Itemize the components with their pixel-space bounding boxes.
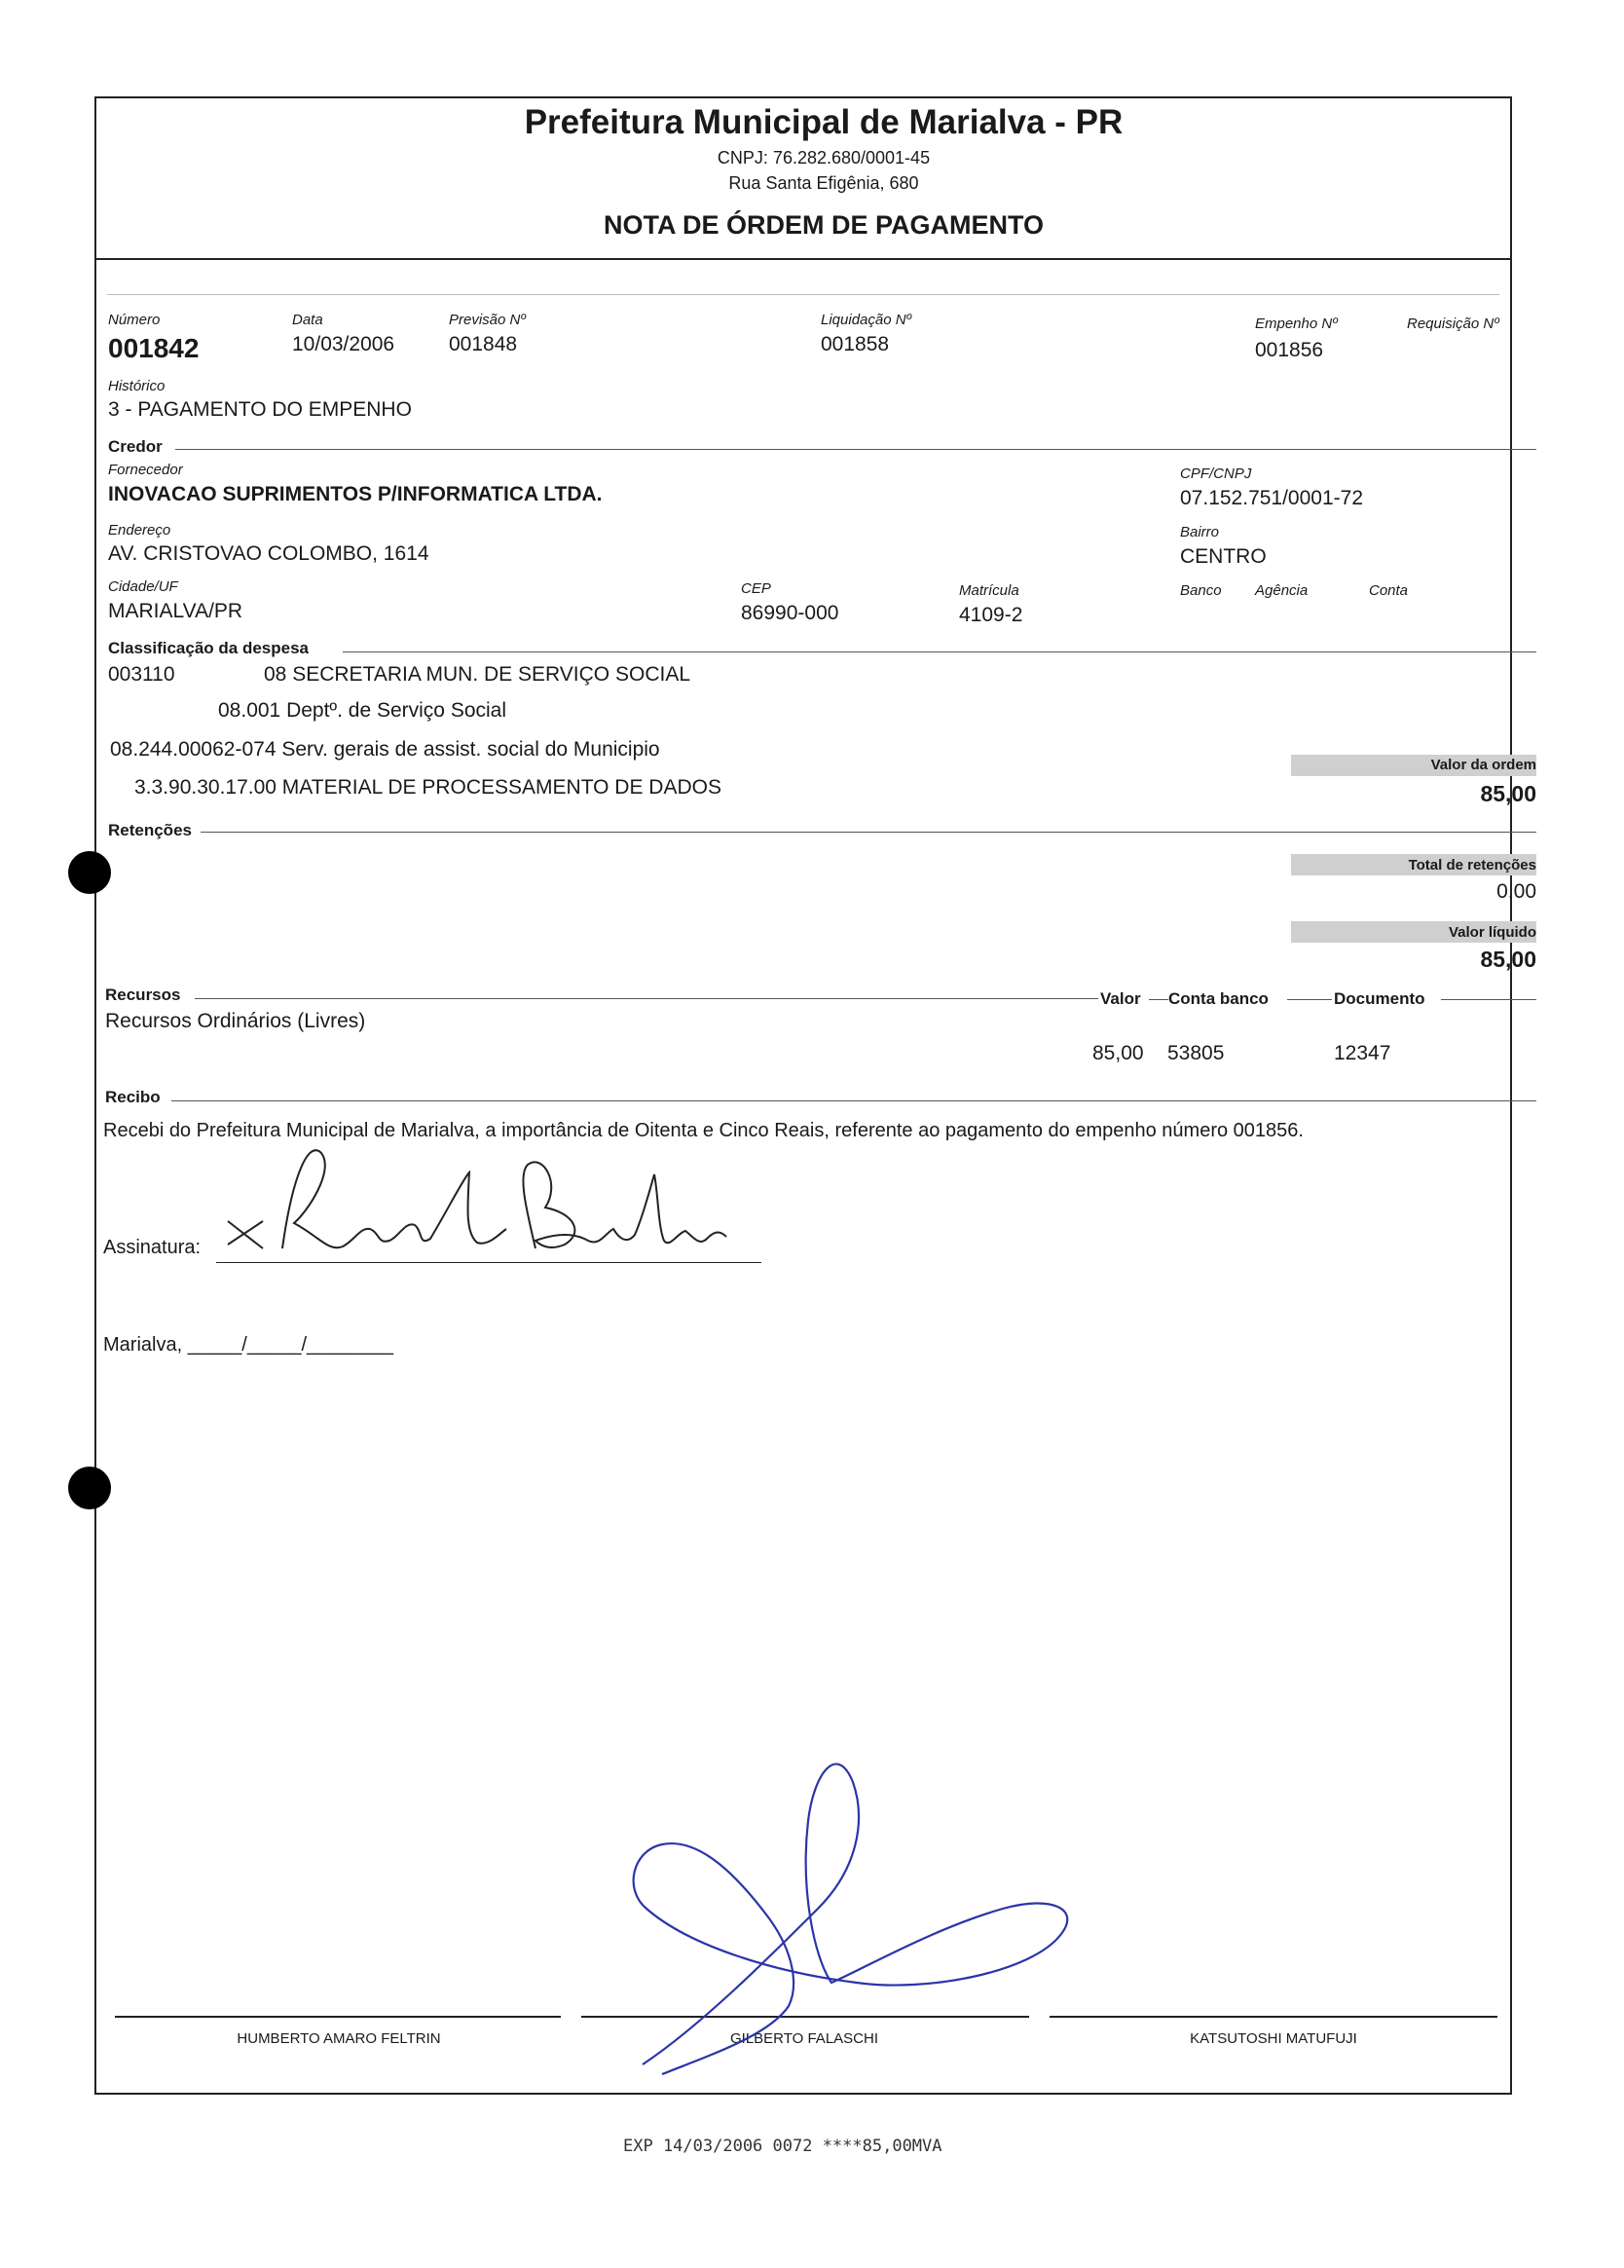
departamento-line: 08.001 Deptº. de Serviço Social (218, 699, 507, 722)
retencoes-rule (201, 832, 1536, 833)
matricula-label: Matrícula (959, 582, 1019, 599)
classificacao-section-title: Classificação da despesa (108, 639, 310, 657)
historico-label: Histórico (108, 378, 166, 394)
previsao-value: 001848 (449, 333, 518, 355)
marialva-date-line: Marialva, _____/_____/________ (103, 1334, 394, 1356)
empenho-value: 001856 (1255, 339, 1324, 361)
ids-top-rule (107, 294, 1499, 295)
endereco-value: AV. CRISTOVAO COLOMBO, 1614 (108, 542, 429, 565)
authentication-stamp: EXP 14/03/2006 0072 ****85,00MVA (623, 2137, 942, 2156)
signatory-name-3: KATSUTOSHI MATUFUJI (1190, 2030, 1357, 2047)
punch-hole-bottom (68, 1467, 111, 1509)
cnpj-line: CNPJ: 76.282.680/0001-45 (717, 148, 931, 167)
total-retencoes-label: Total de retenções (1408, 857, 1536, 874)
data-value: 10/03/2006 (292, 333, 395, 355)
recursos-rule-2 (1149, 999, 1168, 1000)
empenho-label: Empenho Nº (1255, 316, 1338, 332)
programa-line: 08.244.00062-074 Serv. gerais de assist. social do Municipio (110, 738, 660, 761)
fornecedor-label: Fornecedor (108, 462, 183, 478)
recursos-rule-4 (1441, 999, 1536, 1000)
numero-value: 001842 (108, 333, 200, 363)
recursos-valor: 85,00 (1092, 1042, 1144, 1064)
dotacao-code: 003110 (108, 663, 175, 686)
credor-section-title: Credor (108, 437, 163, 456)
cep-value: 86990-000 (741, 602, 839, 624)
cidade-value: MARIALVA/PR (108, 600, 243, 622)
secretaria-line: 08 SECRETARIA MUN. DE SERVIÇO SOCIAL (264, 663, 691, 686)
credor-rule (175, 449, 1536, 450)
recibo-rule (171, 1100, 1536, 1101)
assinatura-label: Assinatura: (103, 1237, 202, 1258)
signatory-name-2: GILBERTO FALASCHI (730, 2030, 878, 2047)
recursos-documento-label: Documento (1334, 989, 1425, 1008)
recibo-text: Recebi do Prefeitura Municipal de Marialva, a importância de Oitenta e Cinco Reais, referente ao pagamento do empenho número 001856. (103, 1120, 1304, 1141)
recursos-conta-label: Conta banco (1168, 989, 1269, 1008)
data-label: Data (292, 312, 323, 328)
banco-label: Banco (1180, 582, 1222, 599)
previsao-label: Previsão Nº (449, 312, 526, 328)
requisicao-label: Requisição Nº (1407, 316, 1499, 332)
historico-value: 3 - PAGAMENTO DO EMPENHO (108, 398, 412, 421)
municipality-title: Prefeitura Municipal de Marialva - PR (524, 103, 1124, 141)
endereco-label: Endereço (108, 522, 171, 539)
liquidacao-value: 001858 (821, 333, 890, 355)
signatory-name-1: HUMBERTO AMARO FELTRIN (237, 2030, 441, 2047)
classificacao-rule (343, 651, 1536, 652)
retencoes-section-title: Retenções (108, 821, 192, 839)
bairro-label: Bairro (1180, 524, 1220, 540)
numero-label: Número (108, 312, 161, 328)
signatory-line-1 (115, 2016, 561, 2018)
matricula-value: 4109-2 (959, 604, 1023, 626)
cpf-label: CPF/CNPJ (1180, 465, 1252, 482)
fornecedor-value: INOVACAO SUPRIMENTOS P/INFORMATICA LTDA. (108, 483, 603, 505)
punch-hole-top (68, 851, 111, 894)
recursos-rule-1 (195, 998, 1098, 999)
signatory-line-3 (1050, 2016, 1497, 2018)
receipt-signature (214, 1139, 759, 1266)
recibo-section-title: Recibo (105, 1088, 161, 1106)
recursos-rule-3 (1287, 999, 1332, 1000)
address-line: Rua Santa Efigênia, 680 (728, 173, 919, 193)
recursos-descricao: Recursos Ordinários (Livres) (105, 1010, 366, 1032)
recursos-valor-label: Valor (1100, 989, 1141, 1008)
recursos-documento: 12347 (1334, 1042, 1391, 1064)
authorizer-signature (623, 1743, 1090, 2094)
bairro-value: CENTRO (1180, 545, 1267, 568)
valor-ordem-label: Valor da ordem (1430, 757, 1536, 773)
total-retencoes-value: 0,00 (1496, 880, 1536, 903)
recursos-conta: 53805 (1167, 1042, 1225, 1064)
cidade-label: Cidade/UF (108, 578, 178, 595)
valor-ordem-value: 85,00 (1480, 781, 1536, 806)
valor-liquido-label: Valor líquido (1448, 924, 1536, 941)
recursos-section-title: Recursos (105, 985, 181, 1004)
valor-liquido-value: 85,00 (1480, 947, 1536, 972)
document-title: NOTA DE ÓRDEM DE PAGAMENTO (603, 210, 1045, 240)
cpf-value: 07.152.751/0001-72 (1180, 487, 1364, 509)
liquidacao-label: Liquidação Nº (821, 312, 912, 328)
elemento-line: 3.3.90.30.17.00 MATERIAL DE PROCESSAMENTO DE DADOS (134, 776, 721, 799)
agencia-label: Agência (1255, 582, 1309, 599)
conta-label: Conta (1369, 582, 1409, 599)
cep-label: CEP (741, 580, 771, 597)
